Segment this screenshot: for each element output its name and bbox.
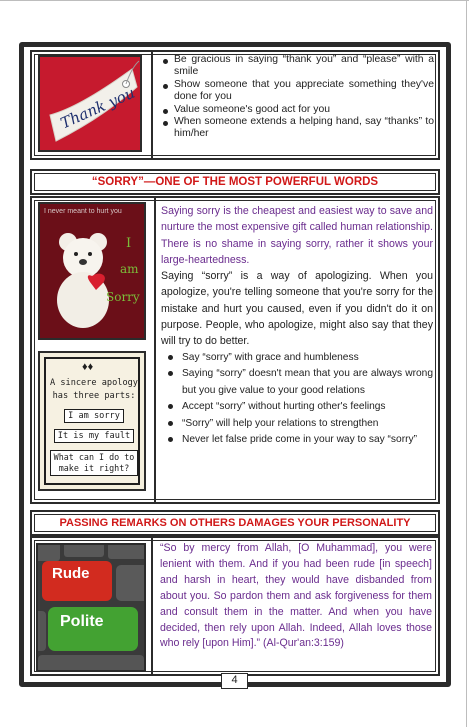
bear-caption-i: I [126, 236, 132, 251]
list-item: Value someone's good act for you [160, 104, 434, 116]
list-item: “Sorry” will help your relations to strengthen [165, 416, 433, 433]
apology-part-3: What can I do to make it right? [50, 450, 138, 476]
sorry-text-block [161, 203, 433, 449]
thank-you-image-text: Thank you [57, 83, 138, 133]
thank-you-bullets [160, 54, 434, 141]
apology-line-1: A sincere apology [50, 378, 138, 388]
bow-icon: ♦♦ [82, 361, 94, 373]
keyboard-image [36, 543, 146, 672]
list-item: Never let false pride come in your way to say “sorry” [165, 432, 433, 449]
sorry-bear-image [38, 202, 146, 340]
scan-edge-top [0, 0, 469, 1]
list-item: Say “sorry” with grace and humbleness [165, 350, 433, 367]
keyboard-keys-illustration [38, 545, 144, 670]
list-item: Saying “sorry” doesn't mean that you are always wrong but you give value to your good relations [165, 366, 433, 399]
list-item: Be gracious in saying “thank you” and “please” with a smile [160, 54, 434, 79]
divider-vertical [151, 538, 153, 674]
sorry-bullets [161, 350, 433, 449]
apology-card-image [38, 351, 146, 491]
page-number: 4 [231, 674, 238, 686]
divider-vertical [154, 198, 156, 502]
sorry-paragraph: Saying “sorry” is a way of apologizing. When you apologize, you're telling someone that you're sorry for the mistake and hurt you caused, even if you didn't do it on purpose. People, who apologize, might also say that they will try to do better. [161, 270, 433, 348]
thank-you-image [38, 55, 142, 152]
list-item: Accept “sorry” without hurting other's feelings [165, 399, 433, 416]
apology-part-1: I am sorry [64, 409, 124, 423]
list-item: Show someone that you appreciate something they've done for you [160, 79, 434, 104]
key-polite-label: Polite [60, 613, 104, 630]
bear-caption-top: I never meant to hurt you [44, 208, 122, 215]
sorry-heading: “SORRY”—ONE OF THE MOST POWERFUL WORDS [91, 176, 379, 188]
apology-part-2: It is my fault [54, 429, 134, 443]
key-rude-label: Rude [52, 565, 90, 582]
bear-caption-sorry: Sorry [106, 290, 140, 304]
remarks-quote: “So by mercy from Allah, [O Muhammad], you were lenient with them. And if you had been rude [in speech] and harsh in heart, they would have disbanded from about you. So pardon them and ask forgiveness for them and consult them in the matter. And when you have decided, then rely upon Allah. Indeed, Allah loves those who rely [upon Him].” (Al-Qur'an:3:159) [160, 542, 432, 650]
apology-line-2: has three parts: [52, 391, 136, 401]
remarks-heading: PASSING REMARKS ON OTHERS DAMAGES YOUR PERSONALITY [59, 517, 411, 529]
divider-vertical [151, 52, 153, 158]
scan-edge-right [466, 0, 467, 727]
sorry-intro: Saying sorry is the cheapest and easiest way to save and nurture the most expensive gift called human relationship. There is no shame in saying sorry, rather it shows your large-heartedness. [161, 205, 433, 266]
bear-caption-am: am [120, 262, 139, 276]
list-item: When someone extends a helping hand, say “thanks” to him/her [160, 116, 434, 141]
